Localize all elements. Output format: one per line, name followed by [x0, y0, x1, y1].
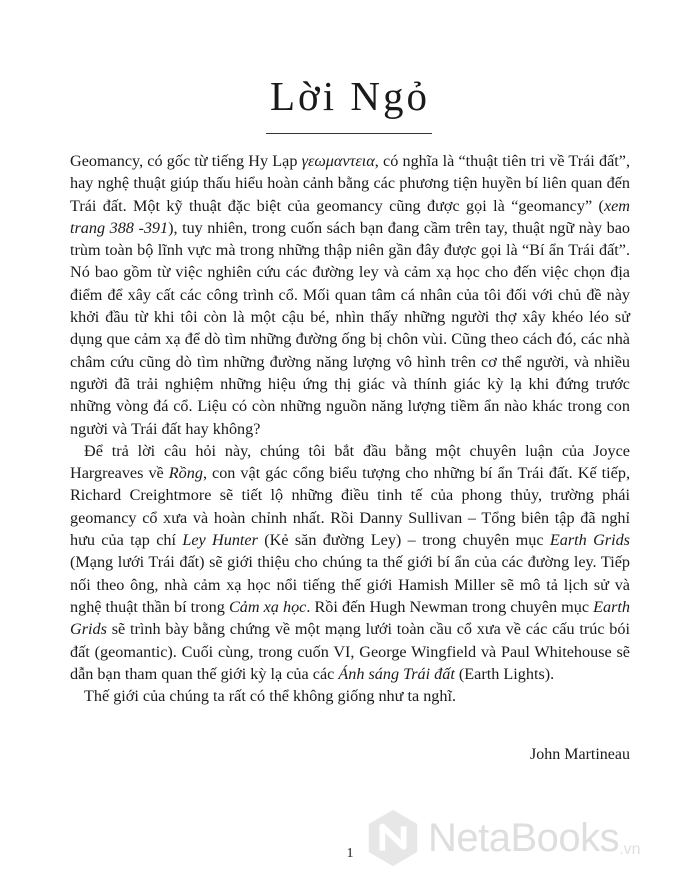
text-run: ), tuy nhiên, trong cuốn sách bạn đang cầm trên tay, thuật ngữ này bao trùm toàn bộ lĩnh vực mà trong những thập niên gần đây được gọi là “Bí ẩn Trái đất”. Nó bao gồm từ việc nghiên cứu các đường ley và cảm xạ học cho đến việc chọn địa điểm để xây cất các công trình cổ. Mối quan tâm cá nhân của tôi đối với chủ đề này khởi đầu từ khi tôi còn là một cậu bé, nhìn thấy những người thợ xây khéo léo sử dụng que cảm xạ để dò tìm những đường ống bị chôn vùi. Cũng theo cách đó, các nhà châm cứu cũng dò tìm những đường năng lượng vô hình trên cơ thể người, và nhiều người đã trải nghiệm những hiệu ứng thị giác và thính giác kỳ lạ khi đứng trước những vòng đá cổ. Liệu có còn những nguồn năng lượng tiềm ẩn nào khác trong con người và Trái đất hay không? [70, 218, 630, 438]
text-run: Thế giới của chúng ta rất có thể không giống như ta nghĩ. [84, 687, 457, 706]
text-run: sẽ trình bày bằng chứng về một mạng lưới toàn cầu cổ xưa về các cấu trúc bói đất (geomantic). Cuối cùng, trong cuốn VI, George Wingfield và Paul Whitehouse sẽ dẫn bạn tham quan thế giới kỳ lạ của các [70, 620, 630, 683]
italic-text: Earth Grids [549, 531, 630, 550]
body-text [70, 150, 630, 707]
italic-text: Rồng [168, 464, 203, 483]
page-title: Lời Ngỏ [270, 73, 430, 119]
signature: John Martineau [530, 746, 630, 763]
paragraph [70, 150, 630, 440]
text-run: , con vật gác cổng biểu tượng cho những bí ẩn Trái đất. Kế tiếp, Richard Creightmore sẽ tiết lộ những điều tinh tế của phong thủy, trường phái geomancy cổ xưa và hoàn chỉnh nhất. Rồi Danny Sullivan – Tổng biên tập đã nghỉ hưu của tạp chí [70, 464, 630, 550]
paragraph [70, 440, 630, 685]
text-run: , có nghĩa là “thuật tiên tri về Trái đất”, hay nghệ thuật giúp thấu hiểu hoàn cảnh bằng các phương tiện huyền bí liên quan đến Trái đất. Một kỹ thuật đặc biệt của geomancy cũng được gọi là “geomancy” ( [70, 152, 630, 215]
netabooks-n-hexagon-icon [362, 807, 424, 869]
italic-text: γεωμαντεια [301, 152, 375, 170]
text-run: . Rồi đến Hugh Newman trong chuyên mục [306, 597, 594, 616]
italic-text: Ánh sáng Trái đất [338, 664, 455, 683]
text-run: (Mạng lưới Trái đất) sẽ giới thiệu cho chúng ta thế giới bí ẩn của các đường ley. Tiếp nối theo ông, nhà cảm xạ học nổi tiếng thế giới Hamish Miller sẽ mô tả lịch sử và nghệ thuật thần bí trong [70, 553, 630, 616]
italic-text: Earth Grids [70, 597, 630, 639]
watermark-suffix: .vn [619, 841, 641, 858]
text-run: (Kẻ săn đường Ley) – trong chuyên mục [257, 531, 550, 550]
watermark-brand: NetaBooks [428, 815, 620, 860]
text-run: (Earth Lights). [454, 664, 555, 683]
paragraph [70, 685, 630, 707]
italic-text: xem trang 388 -391 [70, 196, 630, 237]
text-run: Geomancy, có gốc từ tiếng Hy Lạp [70, 152, 302, 170]
watermark [362, 803, 700, 873]
text-run: Để trả lời câu hỏi này, chúng tôi bắt đầu bằng một chuyên luận của Joyce Hargreaves về [70, 441, 630, 483]
title-divider [266, 133, 432, 134]
page-number: 1 [346, 846, 354, 861]
italic-text: Ley Hunter [182, 531, 258, 550]
italic-text: Cảm xạ học [228, 597, 307, 616]
